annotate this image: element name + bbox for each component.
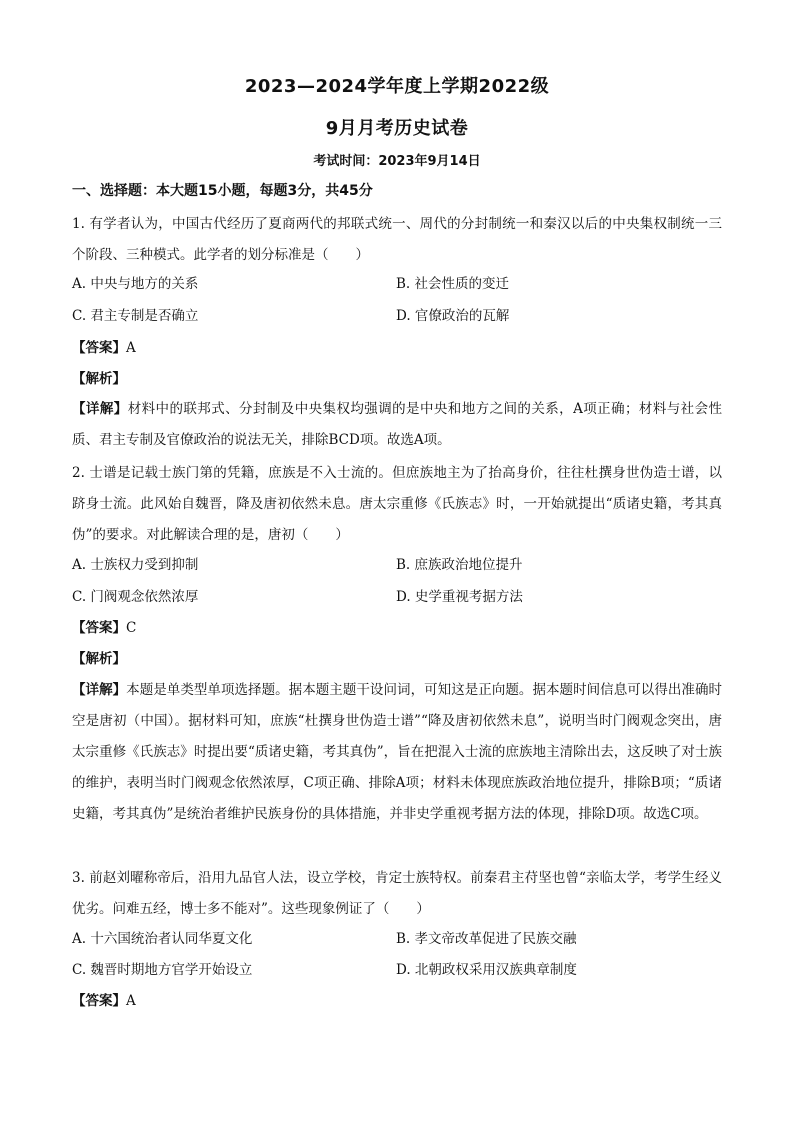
answer-value: A [126, 340, 136, 356]
question-1-stem: 1. 有学者认为，中国古代经历了夏商两代的邦联式统一、周代的分封制统一和秦汉以后的中央集权制统一三个阶段、三种模式。此学者的划分标准是（ ） [72, 216, 722, 263]
answer-tag: 【答案】 [72, 620, 126, 636]
answer-tag: 【答案】 [72, 993, 126, 1009]
question-2-option-b: B. 庶族政治地位提升 [396, 557, 523, 573]
question-2-detail [72, 675, 722, 830]
answer-value: A [126, 993, 136, 1009]
question-1-option-d: D. 官僚政治的瓦解 [396, 308, 510, 324]
question-2-analysis-tag: 【解析】 [72, 651, 126, 667]
question-2-option-a: A. 士族权力受到抑制 [72, 557, 199, 573]
question-1-detail [72, 394, 722, 456]
question-3-option-c: C. 魏晋时期地方官学开始设立 [72, 962, 253, 978]
answer-value: C [126, 620, 137, 636]
detail-text: 材料中的联邦式、分封制及中央集权均强调的是中央和地方之间的关系，A项正确；材料与社会性质、君主专制及官僚政治的说法无关，排除BCD项。故选A项。 [72, 401, 723, 448]
detail-text: 本题是单类型单项选择题。据本题主题干设问词，可知这是正向题。据本题时间信息可以得出准确时空是唐初（中国）。据材料可知，庶族“杜撰身世伪造士谱”“降及唐初依然未息”，说明当时门阀观念突出，唐太宗重修《氏族志》时提出要“质诸史籍，考其真伪”，旨在把混入士流的庶族地主清除出去，这反映了对士族的维护，表明当时门阀观念依然浓厚，C项正确、排除A项；材料未体现庶族政治地位提升，排除B项；“质诸史籍，考其真伪”是统治者维护民族身份的具体措施，并非史学重视考据方法的体现，排除D项。故选C项。 [72, 682, 723, 822]
answer-tag: 【答案】 [72, 340, 126, 356]
detail-tag: 【详解】 [72, 682, 127, 698]
question-2-stem: 2. 士谱是记载士族门第的凭籍，庶族是不入士流的。但庶族地主为了抬高身价，往往杜撰身世伪造士谱，以跻身士流。此风始自魏晋，降及唐初依然未息。唐太宗重修《氏族志》时，一开始就提出“质诸史籍，考其真伪”的要求。对此解读合理的是，唐初（ ） [72, 465, 722, 543]
question-2-option-c: C. 门阀观念依然浓厚 [72, 589, 199, 605]
question-2-option-d: D. 史学重视考据方法 [396, 589, 523, 605]
question-3-option-a: A. 十六国统治者认同华夏文化 [72, 931, 253, 947]
question-3-option-b: B. 孝文帝改革促进了民族交融 [396, 931, 577, 947]
title-line-1: 2023—2024学年度上学期2022级 [244, 76, 550, 97]
question-1-option-a: A. 中央与地方的关系 [72, 276, 199, 292]
question-3-answer [72, 991, 136, 1011]
detail-tag: 【详解】 [72, 401, 128, 417]
question-1-answer [72, 338, 136, 358]
exam-time: 考试时间：2023年9月14日 [313, 154, 481, 169]
section-heading: 一、选择题：本大题15小题，每题3分，共45分 [72, 183, 373, 199]
title-line-2: 9月月考历史试卷 [325, 118, 469, 139]
question-3-stem: 3. 前赵刘曜称帝后，沿用九品官人法，设立学校，肯定士族特权。前秦君主苻坚也曾“亲临太学，考学生经义优劣。问难五经，博士多不能对”。这些现象例证了（ ） [72, 870, 722, 917]
question-2-answer [72, 618, 136, 638]
question-1-option-c: C. 君主专制是否确立 [72, 308, 199, 324]
question-1-analysis-tag: 【解析】 [72, 371, 126, 387]
question-1-option-b: B. 社会性质的变迁 [396, 276, 510, 292]
question-3-option-d: D. 北朝政权采用汉族典章制度 [396, 962, 577, 978]
